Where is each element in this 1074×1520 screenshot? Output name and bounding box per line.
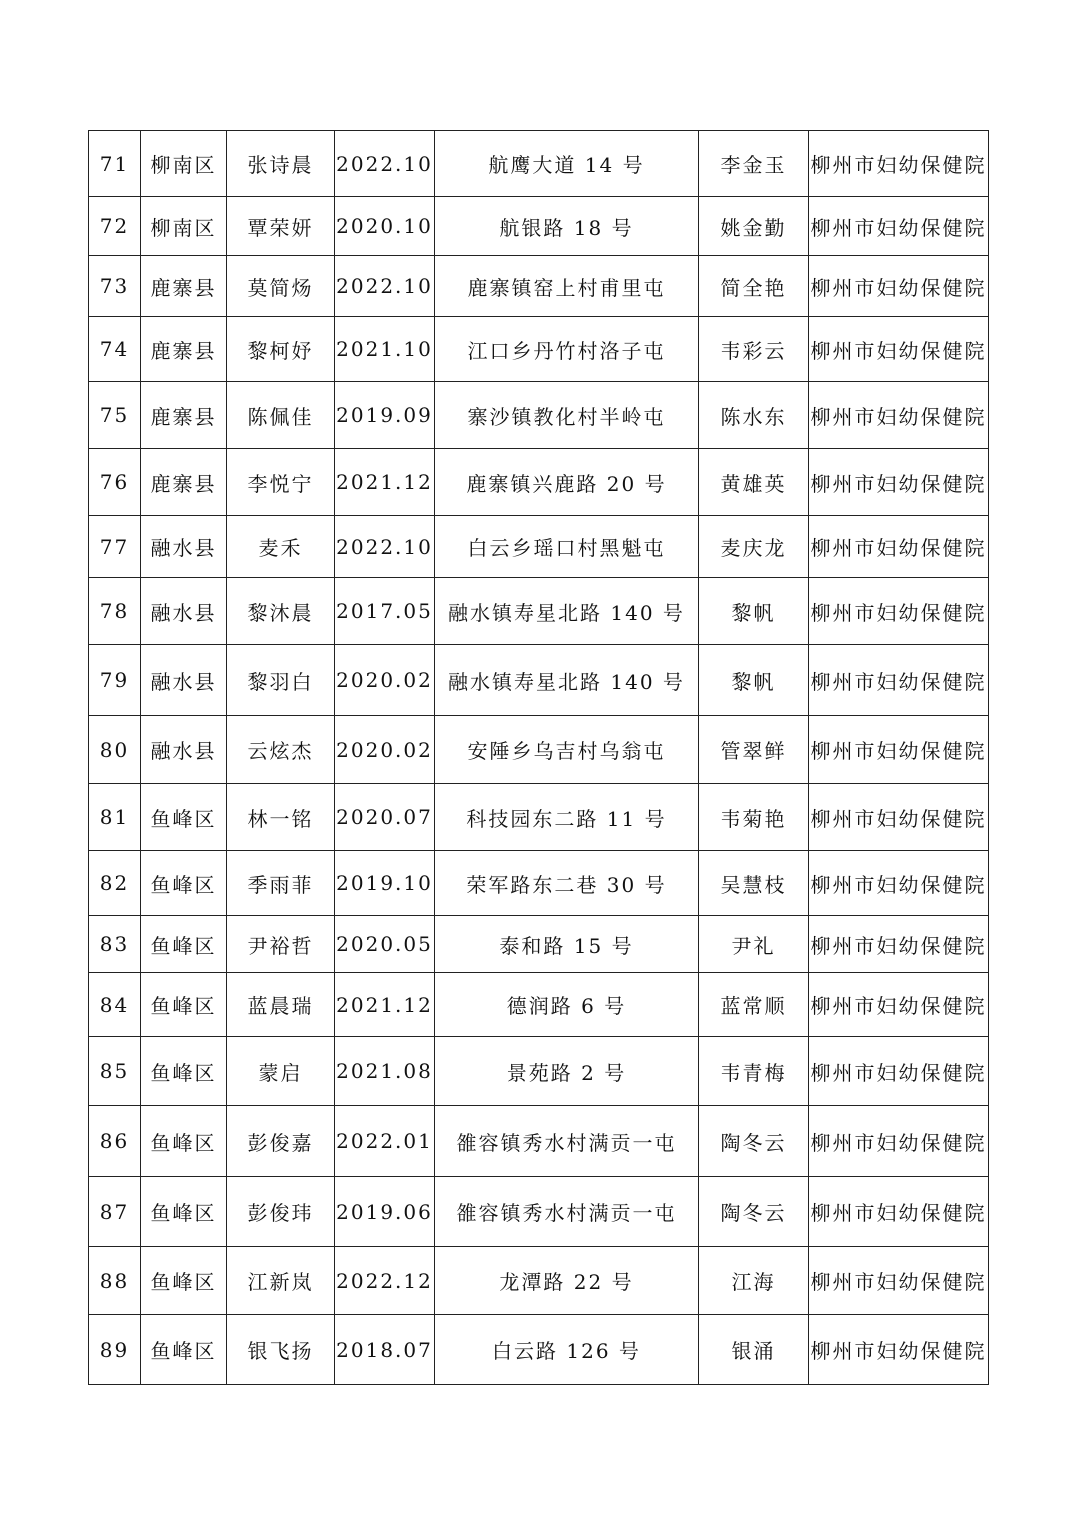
cell-birth-date: 2020.10 [335, 197, 435, 256]
cell-district: 柳南区 [141, 131, 227, 197]
cell-hospital: 柳州市妇幼保健院 [809, 197, 989, 256]
table-row [89, 851, 989, 916]
table-row [89, 131, 989, 197]
cell-hospital: 柳州市妇幼保健院 [809, 578, 989, 645]
cell-address: 鹿寨镇窑上村甫里屯 [435, 256, 699, 317]
cell-index: 89 [89, 1315, 141, 1385]
cell-district: 鹿寨县 [141, 256, 227, 317]
cell-birth-date: 2022.01 [335, 1106, 435, 1177]
cell-address: 安陲乡乌吉村乌翁屯 [435, 716, 699, 784]
cell-district: 鹿寨县 [141, 317, 227, 382]
cell-address: 航银路 18 号 [435, 197, 699, 256]
cell-birth-date: 2017.05 [335, 578, 435, 645]
cell-address: 融水镇寿星北路 140 号 [435, 578, 699, 645]
table-row [89, 317, 989, 382]
cell-birth-date: 2021.12 [335, 449, 435, 516]
cell-address: 科技园东二路 11 号 [435, 784, 699, 851]
cell-district: 鱼峰区 [141, 916, 227, 973]
cell-guardian: 简全艳 [699, 256, 809, 317]
cell-hospital: 柳州市妇幼保健院 [809, 131, 989, 197]
cell-child-name: 彭俊玮 [227, 1177, 335, 1247]
cell-birth-date: 2019.09 [335, 382, 435, 449]
cell-birth-date: 2022.12 [335, 1247, 435, 1315]
cell-child-name: 莫简炀 [227, 256, 335, 317]
cell-district: 融水县 [141, 645, 227, 716]
table-row [89, 716, 989, 784]
cell-index: 83 [89, 916, 141, 973]
cell-child-name: 彭俊嘉 [227, 1106, 335, 1177]
table-row [89, 197, 989, 256]
cell-guardian: 吴慧枝 [699, 851, 809, 916]
cell-guardian: 管翠鲜 [699, 716, 809, 784]
table-row [89, 578, 989, 645]
cell-district: 鱼峰区 [141, 851, 227, 916]
roster-table [88, 130, 989, 1385]
cell-birth-date: 2019.06 [335, 1177, 435, 1247]
cell-index: 71 [89, 131, 141, 197]
cell-hospital: 柳州市妇幼保健院 [809, 1106, 989, 1177]
cell-birth-date: 2020.05 [335, 916, 435, 973]
cell-birth-date: 2020.02 [335, 716, 435, 784]
cell-child-name: 黎柯妤 [227, 317, 335, 382]
cell-guardian: 黄雄英 [699, 449, 809, 516]
cell-birth-date: 2020.07 [335, 784, 435, 851]
cell-index: 76 [89, 449, 141, 516]
cell-index: 75 [89, 382, 141, 449]
cell-birth-date: 2018.07 [335, 1315, 435, 1385]
cell-child-name: 麦禾 [227, 516, 335, 578]
cell-guardian: 姚金勤 [699, 197, 809, 256]
cell-hospital: 柳州市妇幼保健院 [809, 516, 989, 578]
cell-district: 鱼峰区 [141, 784, 227, 851]
cell-guardian: 陶冬云 [699, 1177, 809, 1247]
cell-birth-date: 2021.10 [335, 317, 435, 382]
cell-address: 景苑路 2 号 [435, 1037, 699, 1106]
table-row [89, 645, 989, 716]
cell-address: 白云路 126 号 [435, 1315, 699, 1385]
cell-district: 鹿寨县 [141, 449, 227, 516]
cell-child-name: 黎沐晨 [227, 578, 335, 645]
cell-child-name: 陈佩佳 [227, 382, 335, 449]
cell-address: 寨沙镇教化村半岭屯 [435, 382, 699, 449]
cell-index: 79 [89, 645, 141, 716]
table-row [89, 1106, 989, 1177]
cell-hospital: 柳州市妇幼保健院 [809, 317, 989, 382]
cell-guardian: 蓝常顺 [699, 973, 809, 1037]
cell-child-name: 黎羽白 [227, 645, 335, 716]
table-row [89, 973, 989, 1037]
cell-child-name: 云炫杰 [227, 716, 335, 784]
cell-index: 86 [89, 1106, 141, 1177]
table-row [89, 449, 989, 516]
cell-district: 鱼峰区 [141, 1315, 227, 1385]
table-row [89, 256, 989, 317]
cell-guardian: 黎帆 [699, 578, 809, 645]
table-row [89, 784, 989, 851]
table-row [89, 1177, 989, 1247]
cell-address: 雒容镇秀水村满贡一屯 [435, 1177, 699, 1247]
table-row [89, 1037, 989, 1106]
cell-hospital: 柳州市妇幼保健院 [809, 1247, 989, 1315]
cell-hospital: 柳州市妇幼保健院 [809, 256, 989, 317]
cell-hospital: 柳州市妇幼保健院 [809, 916, 989, 973]
cell-district: 鱼峰区 [141, 1247, 227, 1315]
cell-guardian: 尹礼 [699, 916, 809, 973]
cell-index: 74 [89, 317, 141, 382]
table-row [89, 516, 989, 578]
cell-birth-date: 2021.08 [335, 1037, 435, 1106]
cell-district: 鱼峰区 [141, 1106, 227, 1177]
cell-hospital: 柳州市妇幼保健院 [809, 973, 989, 1037]
cell-guardian: 韦青梅 [699, 1037, 809, 1106]
cell-district: 融水县 [141, 578, 227, 645]
cell-address: 融水镇寿星北路 140 号 [435, 645, 699, 716]
cell-address: 德润路 6 号 [435, 973, 699, 1037]
cell-index: 81 [89, 784, 141, 851]
cell-address: 鹿寨镇兴鹿路 20 号 [435, 449, 699, 516]
cell-guardian: 李金玉 [699, 131, 809, 197]
cell-birth-date: 2021.12 [335, 973, 435, 1037]
cell-address: 江口乡丹竹村洛子屯 [435, 317, 699, 382]
cell-hospital: 柳州市妇幼保健院 [809, 851, 989, 916]
cell-hospital: 柳州市妇幼保健院 [809, 1315, 989, 1385]
cell-hospital: 柳州市妇幼保健院 [809, 784, 989, 851]
cell-district: 融水县 [141, 716, 227, 784]
cell-index: 73 [89, 256, 141, 317]
cell-index: 72 [89, 197, 141, 256]
cell-birth-date: 2022.10 [335, 131, 435, 197]
cell-address: 荣军路东二巷 30 号 [435, 851, 699, 916]
cell-guardian: 银涌 [699, 1315, 809, 1385]
cell-guardian: 陈水东 [699, 382, 809, 449]
cell-guardian: 韦彩云 [699, 317, 809, 382]
cell-birth-date: 2020.02 [335, 645, 435, 716]
cell-index: 78 [89, 578, 141, 645]
cell-district: 鱼峰区 [141, 1177, 227, 1247]
table-row [89, 1315, 989, 1385]
cell-index: 82 [89, 851, 141, 916]
cell-hospital: 柳州市妇幼保健院 [809, 716, 989, 784]
cell-hospital: 柳州市妇幼保健院 [809, 449, 989, 516]
cell-address: 雒容镇秀水村满贡一屯 [435, 1106, 699, 1177]
cell-hospital: 柳州市妇幼保健院 [809, 1037, 989, 1106]
cell-index: 85 [89, 1037, 141, 1106]
cell-index: 84 [89, 973, 141, 1037]
cell-address: 泰和路 15 号 [435, 916, 699, 973]
cell-district: 鱼峰区 [141, 1037, 227, 1106]
cell-guardian: 江海 [699, 1247, 809, 1315]
cell-district: 柳南区 [141, 197, 227, 256]
cell-hospital: 柳州市妇幼保健院 [809, 645, 989, 716]
cell-index: 80 [89, 716, 141, 784]
cell-child-name: 蓝晨瑞 [227, 973, 335, 1037]
cell-child-name: 尹裕哲 [227, 916, 335, 973]
cell-guardian: 陶冬云 [699, 1106, 809, 1177]
cell-address: 白云乡瑶口村黑魁屯 [435, 516, 699, 578]
cell-child-name: 银飞扬 [227, 1315, 335, 1385]
cell-hospital: 柳州市妇幼保健院 [809, 382, 989, 449]
cell-child-name: 蒙启 [227, 1037, 335, 1106]
cell-district: 鱼峰区 [141, 973, 227, 1037]
cell-child-name: 季雨菲 [227, 851, 335, 916]
cell-child-name: 李悦宁 [227, 449, 335, 516]
cell-address: 航鹰大道 14 号 [435, 131, 699, 197]
cell-index: 87 [89, 1177, 141, 1247]
cell-birth-date: 2022.10 [335, 516, 435, 578]
cell-child-name: 覃荣妍 [227, 197, 335, 256]
cell-address: 龙潭路 22 号 [435, 1247, 699, 1315]
cell-birth-date: 2019.10 [335, 851, 435, 916]
cell-child-name: 江新岚 [227, 1247, 335, 1315]
roster-body [89, 131, 989, 1385]
cell-birth-date: 2022.10 [335, 256, 435, 317]
cell-guardian: 黎帆 [699, 645, 809, 716]
cell-guardian: 韦菊艳 [699, 784, 809, 851]
table-row [89, 1247, 989, 1315]
cell-district: 鹿寨县 [141, 382, 227, 449]
cell-child-name: 林一铭 [227, 784, 335, 851]
cell-district: 融水县 [141, 516, 227, 578]
table-row [89, 382, 989, 449]
cell-index: 88 [89, 1247, 141, 1315]
cell-hospital: 柳州市妇幼保健院 [809, 1177, 989, 1247]
cell-index: 77 [89, 516, 141, 578]
cell-child-name: 张诗晨 [227, 131, 335, 197]
table-row [89, 916, 989, 973]
cell-guardian: 麦庆龙 [699, 516, 809, 578]
